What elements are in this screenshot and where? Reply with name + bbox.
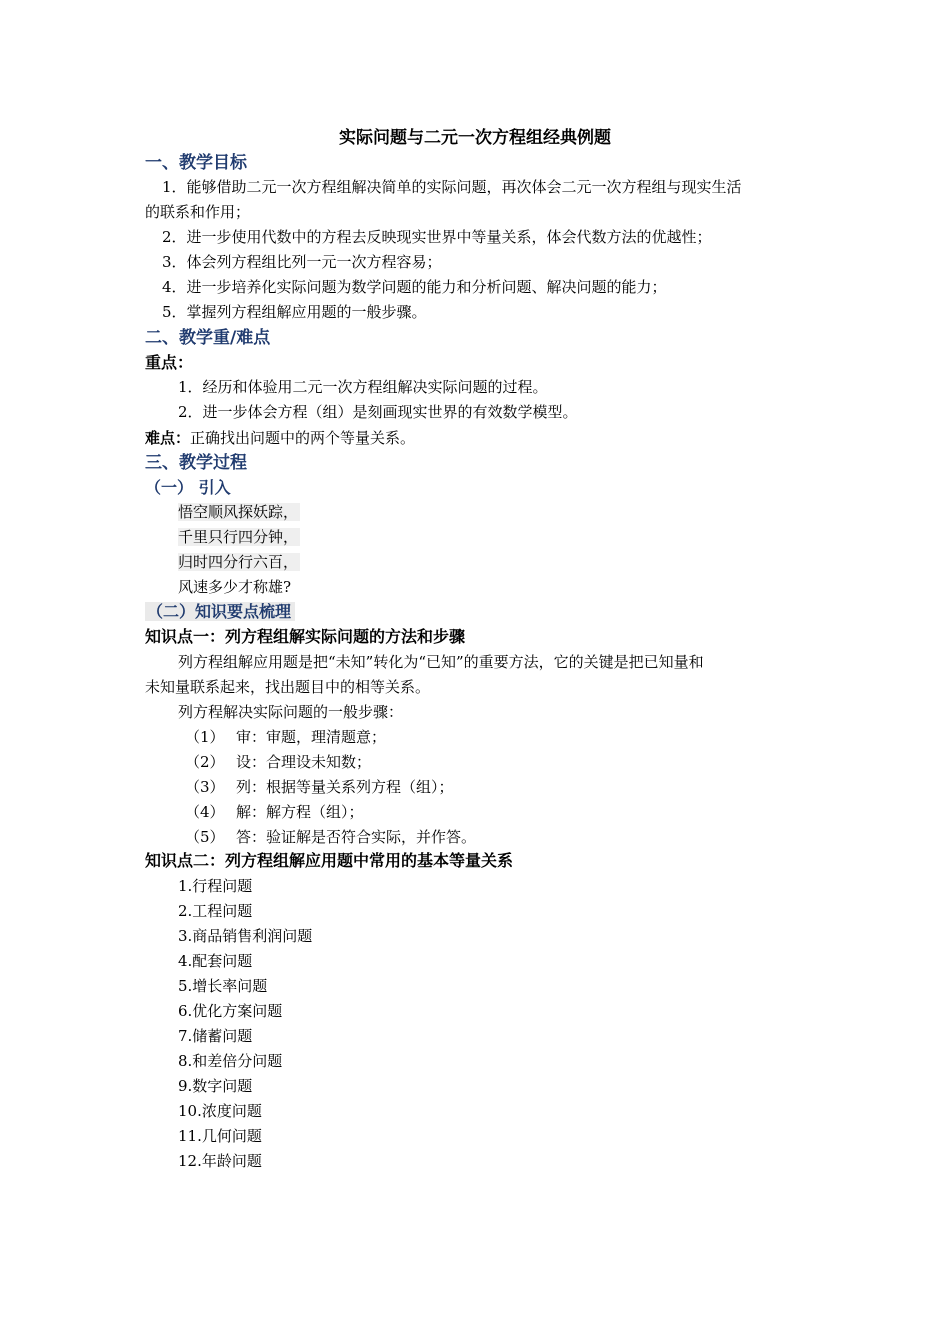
kp2-list-item: 1.行程问题 [178,877,253,895]
step-number: （2） [185,753,225,771]
kp2-list-item: 11.几何问题 [178,1127,262,1145]
kp2-list-item: 4.配套问题 [178,952,253,970]
step-item [185,827,476,847]
kp2-list-item: 9.数字问题 [178,1077,253,1095]
objective-item: 1．能够借助二元一次方程组解决简单的实际问题，再次体会二元一次方程组与现实生活 [162,178,742,196]
kp2-list-item: 8.和差倍分问题 [178,1052,283,1070]
poem-line [178,577,291,597]
poem-line [178,502,300,522]
difficulty-text: 正确找出问题中的两个等量关系。 [190,429,416,447]
poem-text: 千里只行四分钟， [178,528,299,546]
poem-text: 风速多少才称雄? [178,578,292,596]
step-number: （5） [185,828,225,846]
knowledge-point-1-heading: 知识点一：列方程组解实际问题的方法和步骤 [145,627,466,646]
page-title: 实际问题与二元一次方程组经典例题 [339,128,611,148]
step-text: 列：根据等量关系列方程（组）； [236,778,454,796]
poem-text: 悟空顺风探妖踪， [178,503,299,521]
key-label: 重点： [145,353,194,372]
step-number: （1） [185,728,225,746]
kp1-paragraph-continued: 未知量联系起来，找出题目中的相等关系。 [145,678,431,696]
objective-item: 4．进一步培养化实际问题为数学问题的能力和分析问题、解决问题的能力； [162,278,667,296]
subsection-heading-text: （二）知识要点梳理 [145,602,295,621]
knowledge-point-2-heading: 知识点二：列方程组解应用题中常用的基本等量关系 [145,851,514,870]
key-item: 2．进一步体会方程（组）是刻画现实世界的有效数学模型。 [178,403,578,421]
key-item: 1．经历和体验用二元一次方程组解决实际问题的过程。 [178,378,548,396]
subsection-heading-knowledge [145,602,295,622]
step-item [185,802,364,822]
section-heading-key-points: 二、教学重/难点 [145,328,271,348]
kp2-list-item: 2.工程问题 [178,902,253,920]
step-item [185,777,454,797]
subsection-heading-intro: （一） 引入 [145,478,231,497]
difficulty-line [145,428,415,448]
step-text: 解：解方程（组）； [236,803,364,821]
kp2-list-item: 3.商品销售利润问题 [178,927,313,945]
kp2-list-item: 6.优化方案问题 [178,1002,283,1020]
kp2-list-item: 5.增长率问题 [178,977,268,995]
objective-item: 2．进一步使用代数中的方程去反映现实世界中等量关系，体会代数方法的优越性； [162,228,712,246]
objective-item: 5．掌握列方程组解应用题的一般步骤。 [162,303,427,321]
objective-item: 3．体会列方程组比列一元一次方程容易； [162,253,442,271]
poem-line [178,527,300,547]
step-text: 答：验证解是否符合实际，并作答。 [236,828,477,846]
kp1-paragraph: 列方程组解应用题是把“未知”转化为“已知”的重要方法，它的关键是把已知量和 [178,653,704,671]
kp1-steps-intro: 列方程解决实际问题的一般步骤： [178,703,404,721]
difficulty-label: 难点： [145,429,191,447]
step-item [185,752,371,772]
step-number: （4） [185,803,225,821]
step-text: 设：合理设未知数； [236,753,372,771]
poem-line [178,552,300,572]
step-item [185,727,386,747]
kp2-list-item: 12.年龄问题 [178,1152,262,1170]
section-heading-objectives: 一、教学目标 [145,153,247,173]
kp2-list-item: 7.储蓄问题 [178,1027,253,1045]
step-text: 审：审题，理清题意； [236,728,387,746]
section-heading-process: 三、教学过程 [145,453,247,473]
objective-item-continued: 的联系和作用； [145,203,251,221]
kp2-list-item: 10.浓度问题 [178,1102,262,1120]
poem-text: 归时四分行六百， [178,553,299,571]
step-number: （3） [185,778,225,796]
